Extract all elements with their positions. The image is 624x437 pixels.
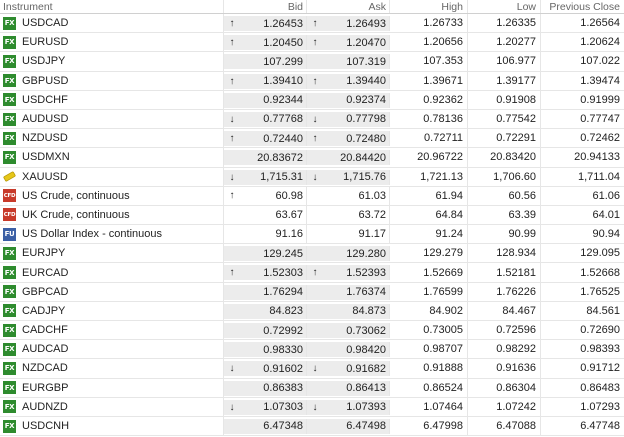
bid-value: 84.823 <box>269 305 303 318</box>
low-value: 20.83420 <box>468 148 541 166</box>
instrument-type-icon: FX <box>3 285 16 298</box>
table-row[interactable] <box>0 33 624 52</box>
table-row[interactable] <box>0 225 624 244</box>
low-value: 6.47088 <box>468 417 541 435</box>
high-value: 64.84 <box>390 206 468 224</box>
low-value: 1.26335 <box>468 14 541 32</box>
gold-bar-icon <box>3 170 16 183</box>
ask-value: 1.26493 <box>346 17 386 30</box>
instrument-type-icon: FX <box>3 343 16 356</box>
bid-value: 1.52303 <box>263 266 303 279</box>
ask-cell[interactable] <box>307 74 390 89</box>
high-value: 0.91888 <box>390 359 468 377</box>
bid-value: 1,715.31 <box>260 171 303 183</box>
instrument-cell <box>0 302 224 320</box>
bid-cell[interactable] <box>224 265 307 280</box>
instrument-name: US Crude, continuous <box>22 189 130 202</box>
high-value: 107.353 <box>390 52 468 70</box>
bid-cell[interactable] <box>224 206 307 224</box>
low-value: 90.99 <box>468 225 541 243</box>
low-value: 128.934 <box>468 244 541 262</box>
bid-value: 1.76294 <box>263 286 303 299</box>
ask-value: 0.86413 <box>346 382 386 395</box>
arrow-up-icon: ↑ <box>229 133 235 145</box>
ask-value: 63.72 <box>358 208 386 221</box>
arrow-up-icon: ↑ <box>229 75 235 87</box>
arrow-down-icon: ↓ <box>229 113 235 125</box>
instrument-cell <box>0 283 224 301</box>
bid-cell[interactable] <box>224 246 307 261</box>
bid-value: 0.92344 <box>263 94 303 107</box>
ask-value: 1,715.76 <box>343 171 386 183</box>
instrument-cell <box>0 110 224 128</box>
ask-cell[interactable] <box>307 150 390 165</box>
header-instrument[interactable]: Instrument <box>0 0 224 13</box>
instrument-cell <box>0 379 224 397</box>
bid-cell[interactable] <box>224 170 307 185</box>
instrument-name: AUDNZD <box>22 400 68 413</box>
table-row[interactable] <box>0 263 624 282</box>
instrument-cell <box>0 33 224 51</box>
table-row[interactable] <box>0 321 624 340</box>
instrument-type-icon: FX <box>3 400 16 413</box>
previous-close-value: 20.94133 <box>574 151 620 164</box>
high-value: 1.52669 <box>390 263 468 281</box>
high-value: 0.98707 <box>390 340 468 358</box>
instrument-type-icon: FX <box>3 151 16 164</box>
table-row[interactable] <box>0 283 624 302</box>
ask-value: 0.77798 <box>346 113 386 126</box>
ask-value: 107.319 <box>346 55 386 68</box>
table-row[interactable] <box>0 302 624 321</box>
previous-close-value: 1.52668 <box>580 266 620 279</box>
ask-value: 91.17 <box>358 228 386 241</box>
table-row[interactable] <box>0 91 624 110</box>
previous-close-value: 0.77747 <box>580 113 620 126</box>
bid-cell[interactable] <box>224 54 307 69</box>
ask-cell[interactable] <box>307 187 390 205</box>
bid-cell[interactable] <box>224 150 307 165</box>
bid-value: 1.26453 <box>263 17 303 30</box>
low-value: 0.98292 <box>468 340 541 358</box>
table-row[interactable] <box>0 206 624 225</box>
instrument-type-icon: FX <box>3 304 16 317</box>
instrument-cell <box>0 52 224 70</box>
arrow-down-icon: ↓ <box>312 363 318 375</box>
ask-value: 20.84420 <box>340 151 386 164</box>
ask-value: 0.92374 <box>346 94 386 107</box>
low-value: 1.20277 <box>468 33 541 51</box>
header-ask[interactable]: Ask <box>307 0 390 13</box>
previous-close-value: 84.561 <box>586 304 620 317</box>
high-value: 0.72711 <box>390 129 468 147</box>
high-value: 0.78136 <box>390 110 468 128</box>
ask-cell[interactable] <box>307 112 390 127</box>
ask-cell[interactable] <box>307 323 390 338</box>
instrument-name: USDCHF <box>22 93 68 106</box>
bid-cell[interactable] <box>224 93 307 108</box>
table-row[interactable] <box>0 129 624 148</box>
instrument-type-icon: FX <box>3 324 16 337</box>
instrument-name: GBPUSD <box>22 74 69 87</box>
instrument-cell <box>0 168 224 186</box>
instrument-type-icon: FX <box>3 55 16 68</box>
table-row[interactable] <box>0 340 624 359</box>
instrument-name: EURGBP <box>22 381 69 394</box>
previous-close-value: 6.47748 <box>580 420 620 433</box>
bid-cell[interactable] <box>224 35 307 50</box>
instrument-cell <box>0 417 224 435</box>
instrument-name: AUDUSD <box>22 113 69 126</box>
bid-cell[interactable] <box>224 323 307 338</box>
instrument-cell <box>0 398 224 416</box>
arrow-down-icon: ↓ <box>312 113 318 125</box>
arrow-up-icon: ↑ <box>229 190 235 202</box>
bid-cell[interactable] <box>224 187 307 205</box>
bid-cell[interactable] <box>224 285 307 300</box>
low-value: 63.39 <box>468 206 541 224</box>
instrument-name: AUDCAD <box>22 343 69 356</box>
bid-cell[interactable] <box>224 112 307 127</box>
instrument-type-icon: FX <box>3 113 16 126</box>
ask-cell[interactable] <box>307 35 390 50</box>
header-bid[interactable]: Bid <box>224 0 307 13</box>
low-value: 1.76226 <box>468 283 541 301</box>
instrument-name: EURJPY <box>22 247 66 260</box>
ask-cell[interactable] <box>307 381 390 396</box>
instrument-type-icon: FX <box>3 74 16 87</box>
instrument-name: UK Crude, continuous <box>22 208 130 221</box>
ask-cell[interactable] <box>307 342 390 357</box>
high-value: 91.24 <box>390 225 468 243</box>
table-row[interactable] <box>0 398 624 417</box>
instrument-name: US Dollar Index - continuous <box>22 228 163 241</box>
ask-value: 0.73062 <box>346 324 386 337</box>
header-low[interactable]: Low <box>468 0 541 13</box>
instrument-name: USDMXN <box>22 151 70 164</box>
table-row[interactable] <box>0 110 624 129</box>
bid-value: 0.98330 <box>263 343 303 356</box>
instrument-type-icon: FX <box>3 17 16 30</box>
previous-close-value: 64.01 <box>592 208 620 221</box>
bid-value: 63.67 <box>275 208 303 221</box>
arrow-up-icon: ↑ <box>312 75 318 87</box>
instrument-name: USDCNH <box>22 420 70 433</box>
instrument-type-icon: FU <box>3 228 16 241</box>
table-row[interactable] <box>0 244 624 263</box>
high-value: 1,721.13 <box>390 168 468 186</box>
instrument-name: USDJPY <box>22 55 66 68</box>
low-value: 1,706.60 <box>468 168 541 186</box>
instrument-name: EURCAD <box>22 266 69 279</box>
bid-cell[interactable] <box>224 381 307 396</box>
ask-cell[interactable] <box>307 361 390 376</box>
ask-value: 129.280 <box>346 247 386 260</box>
instrument-type-icon: FX <box>3 420 16 433</box>
arrow-down-icon: ↓ <box>229 171 235 183</box>
instrument-type-icon: FX <box>3 266 16 279</box>
bid-cell[interactable] <box>224 419 307 434</box>
bid-value: 1.39410 <box>263 75 303 88</box>
instrument-name: NZDCAD <box>22 362 68 375</box>
instrument-cell <box>0 263 224 281</box>
instrument-type-icon: CFD <box>3 208 16 221</box>
low-value: 1.52181 <box>468 263 541 281</box>
instrument-cell <box>0 91 224 109</box>
previous-close-value: 0.72462 <box>580 132 620 145</box>
instrument-cell <box>0 321 224 339</box>
previous-close-value: 107.022 <box>580 55 620 68</box>
arrow-up-icon: ↑ <box>312 18 318 29</box>
previous-close-value: 129.095 <box>580 247 620 260</box>
previous-close-value: 0.91999 <box>580 93 620 106</box>
arrow-up-icon: ↑ <box>312 37 318 49</box>
instrument-type-icon: FX <box>3 132 16 145</box>
previous-close-value: 61.06 <box>592 189 620 202</box>
bid-cell[interactable] <box>224 225 307 243</box>
low-value: 1.39177 <box>468 72 541 90</box>
high-value: 1.76599 <box>390 283 468 301</box>
ask-value: 1.39440 <box>346 75 386 88</box>
high-value: 1.26733 <box>390 14 468 32</box>
instrument-type-icon: CFD <box>3 189 16 202</box>
previous-close-value: 1.20624 <box>580 36 620 49</box>
low-value: 106.977 <box>468 52 541 70</box>
low-value: 0.91636 <box>468 359 541 377</box>
arrow-down-icon: ↓ <box>229 363 235 375</box>
bid-value: 129.245 <box>263 247 303 260</box>
high-value: 6.47998 <box>390 417 468 435</box>
instrument-type-icon: FX <box>3 93 16 106</box>
instrument-cell <box>0 359 224 377</box>
high-value: 129.279 <box>390 244 468 262</box>
previous-close-value: 0.86483 <box>580 381 620 394</box>
ask-cell[interactable] <box>307 265 390 280</box>
instrument-type-icon: FX <box>3 381 16 394</box>
bid-value: 60.98 <box>275 189 303 202</box>
header-previous-close[interactable]: Previous Close <box>549 0 620 13</box>
high-value: 61.94 <box>390 187 468 205</box>
bid-cell[interactable] <box>224 361 307 376</box>
bid-value: 1.07303 <box>263 401 303 414</box>
bid-value: 107.299 <box>263 55 303 68</box>
bid-value: 0.91602 <box>263 362 303 375</box>
ask-value: 1.07393 <box>346 401 386 414</box>
high-value: 0.73005 <box>390 321 468 339</box>
ask-cell[interactable] <box>307 400 390 415</box>
instrument-cell <box>0 148 224 166</box>
instrument-cell <box>0 244 224 262</box>
high-value: 1.39671 <box>390 72 468 90</box>
ask-value: 1.20470 <box>346 36 386 49</box>
low-value: 0.77542 <box>468 110 541 128</box>
instrument-cell <box>0 187 224 205</box>
previous-close-value: 90.94 <box>592 228 620 241</box>
table-row[interactable] <box>0 72 624 91</box>
bid-cell[interactable] <box>224 304 307 319</box>
previous-close-value: 1,711.04 <box>577 170 620 183</box>
arrow-up-icon: ↑ <box>229 18 235 29</box>
ask-cell[interactable] <box>307 206 390 224</box>
low-value: 0.72291 <box>468 129 541 147</box>
instrument-type-icon: FX <box>3 36 16 49</box>
ask-value: 61.03 <box>358 189 386 202</box>
bid-cell[interactable] <box>224 400 307 415</box>
ask-cell[interactable] <box>307 170 390 185</box>
previous-close-value: 1.07293 <box>580 400 620 413</box>
bid-value: 0.77768 <box>263 113 303 126</box>
high-value: 84.902 <box>390 302 468 320</box>
table-row[interactable] <box>0 359 624 378</box>
ask-value: 0.91682 <box>346 362 386 375</box>
instrument-name: NZDUSD <box>22 132 68 145</box>
instrument-cell <box>0 72 224 90</box>
high-value: 20.96722 <box>390 148 468 166</box>
bid-value: 20.83672 <box>257 151 303 164</box>
instrument-name: CADJPY <box>22 304 66 317</box>
ask-value: 6.47498 <box>346 420 386 433</box>
low-value: 0.91908 <box>468 91 541 109</box>
instrument-type-icon: FX <box>3 362 16 375</box>
low-value: 84.467 <box>468 302 541 320</box>
ask-cell[interactable] <box>307 225 390 243</box>
header-high[interactable]: High <box>390 0 468 13</box>
table-row[interactable] <box>0 379 624 398</box>
bid-cell[interactable] <box>224 16 307 31</box>
instrument-cell <box>0 14 224 32</box>
instrument-name: GBPCAD <box>22 285 69 298</box>
instrument-cell <box>0 225 224 243</box>
bid-cell[interactable] <box>224 74 307 89</box>
instrument-cell <box>0 340 224 358</box>
instrument-type-icon: FX <box>3 247 16 260</box>
table-body <box>0 14 624 436</box>
table-header <box>0 0 624 14</box>
table-row[interactable] <box>0 148 624 167</box>
high-value: 0.86524 <box>390 379 468 397</box>
table-row[interactable] <box>0 417 624 436</box>
arrow-up-icon: ↑ <box>312 133 318 145</box>
ask-cell[interactable] <box>307 131 390 146</box>
bid-value: 0.86383 <box>263 382 303 395</box>
previous-close-value: 1.76525 <box>580 285 620 298</box>
instrument-cell <box>0 129 224 147</box>
previous-close-value: 0.98393 <box>580 343 620 356</box>
instrument-name: EURUSD <box>22 36 69 49</box>
low-value: 0.72596 <box>468 321 541 339</box>
instrument-name: XAUUSD <box>22 170 68 183</box>
ask-cell[interactable] <box>307 304 390 319</box>
arrow-down-icon: ↓ <box>312 171 318 183</box>
instrument-name: USDCAD <box>22 17 69 30</box>
bid-value: 6.47348 <box>263 420 303 433</box>
arrow-down-icon: ↓ <box>229 401 235 413</box>
table-row[interactable] <box>0 168 624 187</box>
instrument-name: CADCHF <box>22 324 68 337</box>
previous-close-value: 0.72690 <box>580 324 620 337</box>
ask-cell[interactable] <box>307 54 390 69</box>
bid-value: 0.72992 <box>263 324 303 337</box>
arrow-down-icon: ↓ <box>312 401 318 413</box>
ask-cell[interactable] <box>307 93 390 108</box>
bid-value: 1.20450 <box>263 36 303 49</box>
low-value: 60.56 <box>468 187 541 205</box>
ask-value: 0.98420 <box>346 343 386 356</box>
ask-cell[interactable] <box>307 285 390 300</box>
ask-value: 1.52393 <box>346 266 386 279</box>
ask-value: 1.76374 <box>346 286 386 299</box>
bid-value: 0.72440 <box>263 132 303 145</box>
bid-cell[interactable] <box>224 131 307 146</box>
bid-cell[interactable] <box>224 342 307 357</box>
ask-value: 84.873 <box>352 305 386 318</box>
ask-cell[interactable] <box>307 419 390 434</box>
table-row[interactable] <box>0 187 624 206</box>
high-value: 0.92362 <box>390 91 468 109</box>
table-row[interactable] <box>0 52 624 71</box>
ask-cell[interactable] <box>307 16 390 31</box>
arrow-up-icon: ↑ <box>312 267 318 279</box>
previous-close-value: 1.26564 <box>580 17 620 30</box>
arrow-up-icon: ↑ <box>229 267 235 279</box>
bid-value: 91.16 <box>275 228 303 241</box>
low-value: 1.07242 <box>468 398 541 416</box>
ask-value: 0.72480 <box>346 132 386 145</box>
arrow-up-icon: ↑ <box>229 37 235 49</box>
table-row[interactable] <box>0 14 624 33</box>
low-value: 0.86304 <box>468 379 541 397</box>
previous-close-value: 1.39474 <box>580 74 620 87</box>
instrument-cell <box>0 206 224 224</box>
ask-cell[interactable] <box>307 246 390 261</box>
high-value: 1.20656 <box>390 33 468 51</box>
previous-close-value: 0.91712 <box>580 362 620 375</box>
high-value: 1.07464 <box>390 398 468 416</box>
